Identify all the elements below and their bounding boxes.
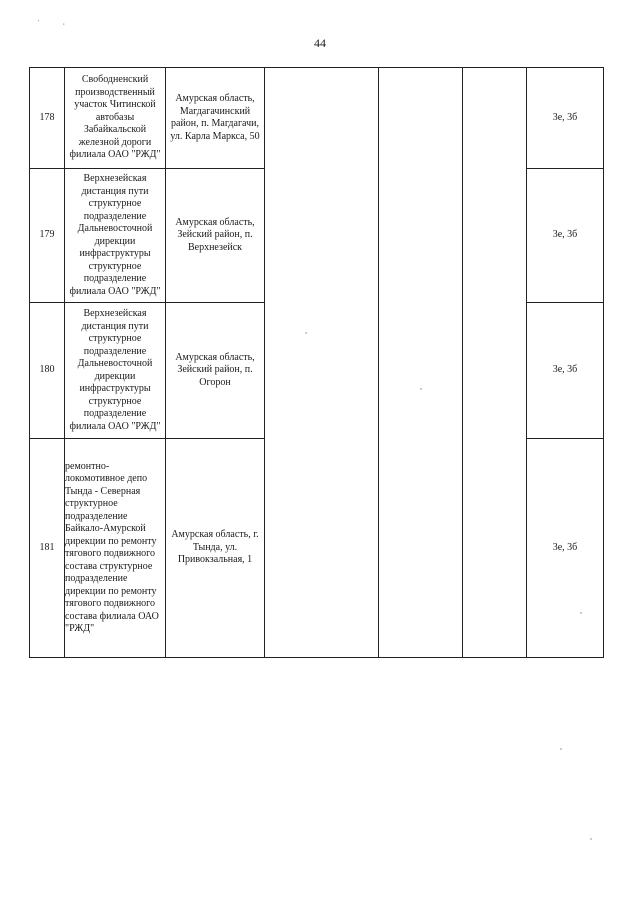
scan-speck [580,612,582,614]
scan-specks: ' , [38,20,65,26]
empty-cell [265,68,379,658]
scan-speck [420,388,422,390]
category-code: 3е, 3б [527,68,604,169]
empty-cell [463,68,527,658]
row-number: 179 [30,169,65,303]
table-row [30,68,604,169]
category-code: 3е, 3б [527,439,604,658]
category-code: 3е, 3б [527,169,604,303]
organization-address: Амурская область, г. Тында, ул. Привокзальная, 1 [166,439,265,658]
scan-speck [305,332,307,334]
category-code: 3е, 3б [527,303,604,439]
row-number: 178 [30,68,65,169]
row-number: 181 [30,439,65,658]
row-number: 180 [30,303,65,439]
organization-name: ремонтно-локомотивное депо Тында - Северная структурное подразделение Байкало-Амурской дирекции по ремонту тягового подвижного состава структурное подразделение дирекции по ремонту тягового подвижного состава филиала ОАО "РЖД" [65,439,166,658]
scan-speck [560,748,562,750]
page-number: 44 [314,36,326,50]
organization-address: Амурская область, Магдагачинский район, п. Магдагачи, ул. Карла Маркса, 50 [166,68,265,169]
organization-name: Свободненский производственный участок Читинской автобазы Забайкальской железной дороги филиала ОАО "РЖД" [65,68,166,169]
organization-address: Амурская область, Зейский район, п. Огорон [166,303,265,439]
empty-cell [379,68,463,658]
organization-name: Верхнезейская дистанция пути структурное подразделение Дальневосточной дирекции инфраструктуры структурное подразделение филиала ОАО "РЖД" [65,169,166,303]
scan-speck [590,838,592,840]
organization-name: Верхнезейская дистанция пути структурное подразделение Дальневосточной дирекции инфраструктуры структурное подразделение филиала ОАО "РЖД" [65,303,166,439]
registry-table [29,67,604,658]
organization-address: Амурская область, Зейский район, п. Верхнезейск [166,169,265,303]
